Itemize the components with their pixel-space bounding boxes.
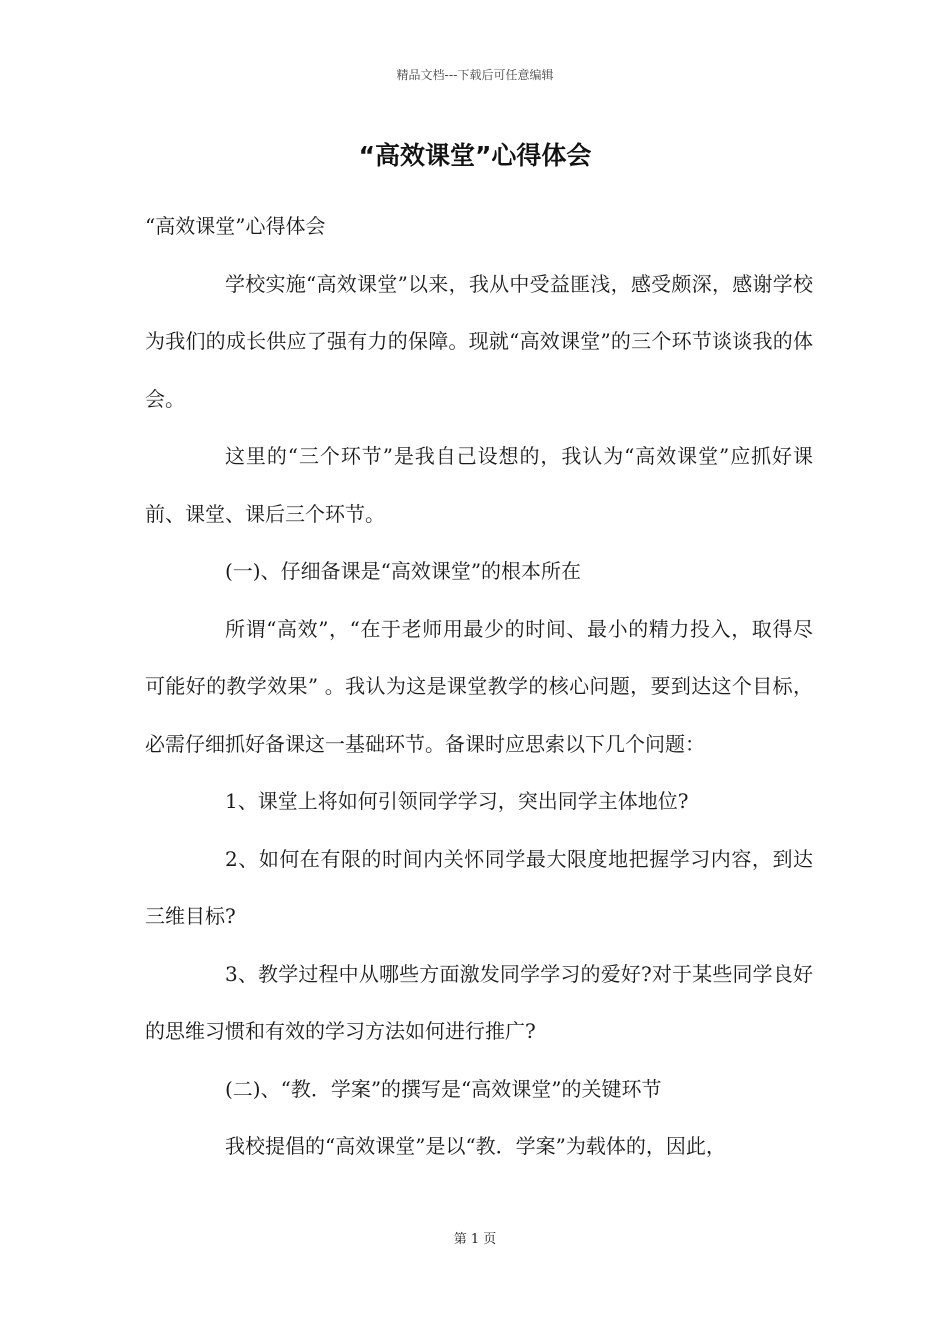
list-item: 2、如何在有限的时间内关怀同学最大限度地把握学习内容，到达三维目标? [145, 846, 813, 928]
page-number: 第 1 页 [453, 1232, 497, 1247]
list-item: 3、教学过程中从哪些方面激发同学学习的爱好?对于某些同学良好的思维习惯和有效的学习方法如何进行推广? [145, 961, 813, 1043]
paragraph: 所谓“高效”，“在于老师用最少的时间、最小的精力投入，取得尽可能好的教学效果” 。我认为这是课堂教学的核心问题，要到达这个目标，必需仔细抓好备课这一基础环节。备课时应思索以下几个问题： [145, 616, 813, 756]
document-body [145, 198, 813, 1176]
paragraph: 我校提倡的“高效课堂”是以“教．学案”为载体的，因此， [225, 1134, 726, 1158]
paragraph: 这里的“三个环节”是我自己设想的，我认为“高效课堂”应抓好课前、课堂、课后三个环节。 [145, 444, 813, 526]
paragraph: 学校实施“高效课堂”以来，我从中受益匪浅，感受颇深，感谢学校为我们的成长供应了强有力的保障。现就“高效课堂”的三个环节谈谈我的体会。 [145, 271, 813, 411]
list-item: 1、课堂上将如何引领同学学习，突出同学主体地位? [225, 789, 689, 813]
document-title: “高效课堂”心得体会 [358, 141, 592, 170]
paragraph: “高效课堂”心得体会 [145, 214, 326, 238]
header-note: 精品文档---下载后可任意编辑 [396, 68, 554, 82]
section-heading: (一)、仔细备课是“高效课堂”的根本所在 [225, 559, 582, 583]
section-heading: (二)、“教．学案”的撰写是“高效课堂”的关键环节 [225, 1076, 662, 1101]
